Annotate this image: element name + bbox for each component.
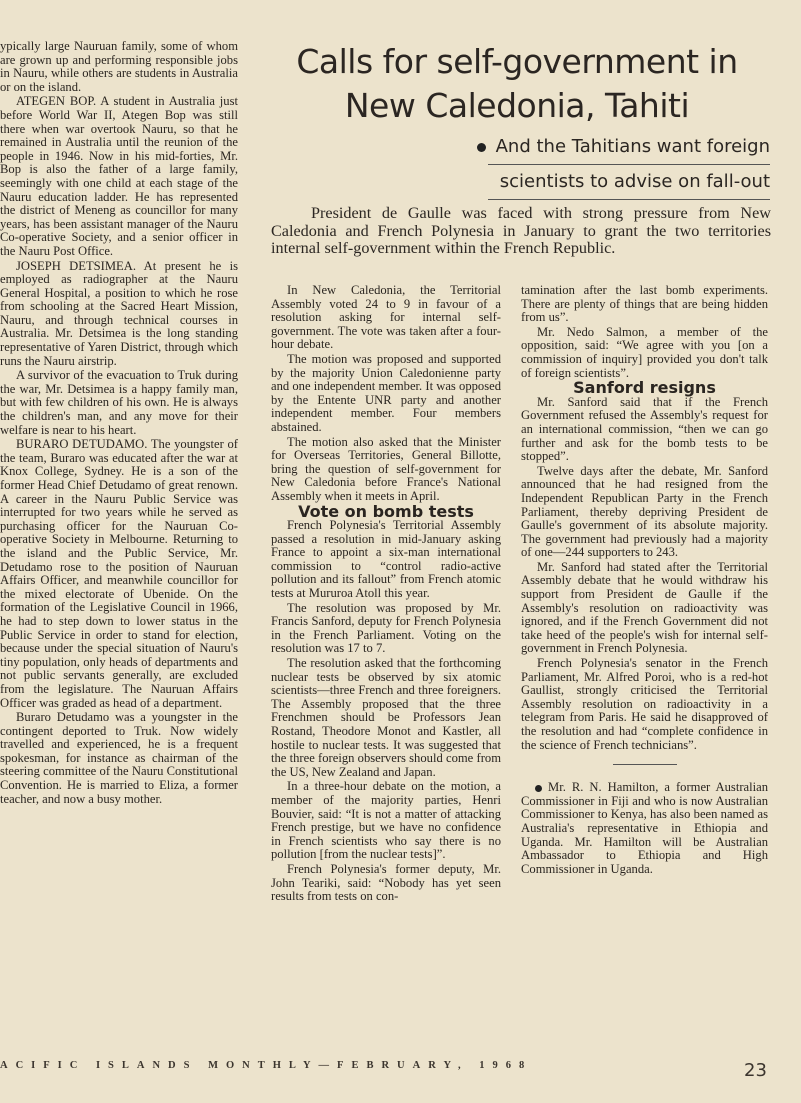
body-paragraph: The motion was proposed and supported by the majority Union Caledonienne party and one independent member. It was opposed by the Entente UNR party and another independent member. Four members abstained. (271, 351, 501, 434)
body-paragraph: Mr. Sanford said that if the French Government refused the Assembly's request for an international commission, “then we can go further and ask for the bomb tests to be stopped”. (521, 394, 768, 464)
left-paragraph: BURARO DETUDAMO. The youngster of the team, Buraro was educated after the war at Knox College, Sydney. He is a son of the former Head Chief Detudamo of great renown. A career in the Nauru Public Service was interrupted for two years while he served as purchasing officer for the Nauruan Co-operative Society in Melbourne. Returning to the island and the Public Service, Mr. Detudamo rose to the position of Nauruan Affairs Officer, and meanwhile councillor for the mixed electorate of Ubenide. On the formation of the Legislative Council in 1966, he had to step down to lower status in the Public Service in order to stand for election, because under the special situation of Nauru's tiny population, only heads of departments and not public servants generally, are excluded from the legislature. The Nauruan Affairs Officer was graded as head of a department. (0, 437, 238, 710)
article-headline (272, 40, 762, 128)
body-paragraph: The motion also asked that the Minister for Overseas Territories, General Billotte, bring the question of self-government for New Caledonia before France's National Assembly when it meets in April. (271, 434, 501, 503)
body-paragraph: Mr. Sanford had stated after the Territorial Assembly debate that he would withdraw his support from President de Gaulle if the Assembly's resolution on radioactivity was ignored, and if the French Government did not take heed of the people's wish for internal self-government in French Polynesia. (521, 559, 768, 656)
section-heading: Sanford resigns (573, 378, 716, 398)
headline-line-1: Calls for self-government in (296, 42, 738, 81)
middle-column (271, 284, 501, 904)
body-paragraph: French Polynesia's former deputy, Mr. John Teariki, said: “Nobody has yet seen results from tests on con- (271, 861, 501, 904)
bullet-icon (535, 785, 542, 792)
left-paragraph: JOSEPH DETSIMEA. At present he is employed as radiographer at the Nauru General Hospital, a position to which he rose from schooling at the Sacred Heart Mission, Nauru, and through technical courses in Australia. Mr. Detsimea is the long standing representative of Yaren District, through which runs the Nauru airstrip. (0, 258, 238, 368)
left-paragraph: Buraro Detudamo was a youngster in the contingent deported to Truk. Now widely travelled and experienced, he is a frequent spokesman, for instance as chairman of the steering committee of the Nauru Constitutional Convention. He is married to Eliza, a former teacher, and now a busy mother. (0, 710, 238, 806)
left-paragraph: ypically large Nauruan family, some of whom are grown up and performing responsible jobs in Nauru, while others are students in Australia or on the island. (0, 40, 238, 94)
page-footer: ACIFIC ISLANDS MONTHLY—FEBRUARY, 1968 (0, 1060, 533, 1071)
page-number: 23 (744, 1060, 767, 1081)
news-brief (521, 781, 768, 876)
body-paragraph: Mr. Nedo Salmon, a member of the opposition, said: “We agree with you [on a commission of inquiry] provided you don't talk of foreign scientists”. (521, 324, 768, 380)
left-paragraph: ATEGEN BOP. A student in Australia just before World War II, Ategen Bop was still there when war overtook Nauru, so that he remained in Australia until the reunion of the people in 1946. Now in his mid-forties, Mr. Bop is also the father of a large family, seemingly with one child at each stage of the Nauru education ladder. He has represented the district of Meneng as councillor for many years, has been assistant manager of the Nauru Co-operative Society, and a senior officer in the Nauru Post Office. (0, 94, 238, 258)
body-paragraph: The resolution asked that the forthcoming nuclear tests be observed by six atomic scientists—three French and three foreigners. The Assembly proposed that the three Frenchmen should be Professors Jean Rostand, Theodore Monot and Kastler, all hostile to nuclear tests. It was suggested that the three foreign observers should come from the US, New Zealand and Japan. (271, 656, 501, 779)
body-paragraph: The resolution was proposed by Mr. Francis Sanford, deputy for French Polynesia in the French Parliament. Voting on the resolution was 17 to 7. (271, 600, 501, 656)
section-heading: Vote on bomb tests (298, 501, 474, 521)
news-brief-text: Mr. R. N. Hamilton, a former Australian Commissioner in Fiji and who is now Australian Commissioner to Kenya, has also been named as Australia's representative in Ethiopia and Uganda. Mr. Hamilton will be Australian Ambassador to Ethiopia and High Commissioner in Uganda. (521, 780, 768, 876)
subheadline-line-1 (440, 136, 770, 157)
left-paragraph: A survivor of the evacuation to Truk during the war, Mr. Detsimea is a happy family man, but with few children of his own. He is always the children's man, and any move for their welfare is near to his heart. (0, 368, 238, 437)
subhead-rule (488, 164, 770, 165)
article-intro: President de Gaulle was faced with strong pressure from New Caledonia and French Polynesia in January to grant the two territories internal self-government within the French Republic. (271, 204, 771, 258)
headline-line-2: New Caledonia, Tahiti (344, 86, 690, 125)
left-column (0, 40, 238, 806)
body-paragraph: In a three-hour debate on the motion, a member of the majority parties, Henri Bouvier, said: “It is not a matter of attacking French prestige, but we have no confidence in French scientists who say there is no pollution [from the nuclear tests]”. (271, 779, 501, 862)
right-column (521, 284, 768, 876)
body-paragraph: In New Caledonia, the Territorial Assembly voted 24 to 9 in favour of a resolution asking for internal self-government. The vote was taken after a four-hour debate. (271, 283, 501, 352)
subheadline-text-1: And the Tahitians want foreign (495, 136, 770, 157)
body-paragraph: tamination after the last bomb experiments. There are plenty of things that are being hidden from us”. (521, 283, 768, 325)
section-divider (613, 764, 677, 765)
body-paragraph: French Polynesia's senator in the French Parliament, Mr. Alfred Poroi, who is a red-hot Gaullist, strongly criticised the Territorial Assembly resolution on radioactivity in a telegram from Paris. He said he disapproved of the resolution and had “complete confidence in the science of French technicians”. (521, 656, 768, 752)
body-paragraph: French Polynesia's Territorial Assembly passed a resolution in mid-January asking France to appoint a six-man international commission to “control radio-active pollution and its fallout” from French atomic tests at Mururoa Atoll this year. (271, 518, 501, 601)
body-paragraph: Twelve days after the debate, Mr. Sanford announced that he had resigned from the Independent Republican Party in the French Parliament, thereby depriving President de Gaulle's government of its absolute majority. The government had previously had a majority of one—244 supporters to 243. (521, 463, 768, 560)
subheadline-line-2: scientists to advise on fall-out (499, 171, 770, 192)
subhead-rule (488, 199, 770, 200)
bullet-icon (477, 143, 486, 152)
